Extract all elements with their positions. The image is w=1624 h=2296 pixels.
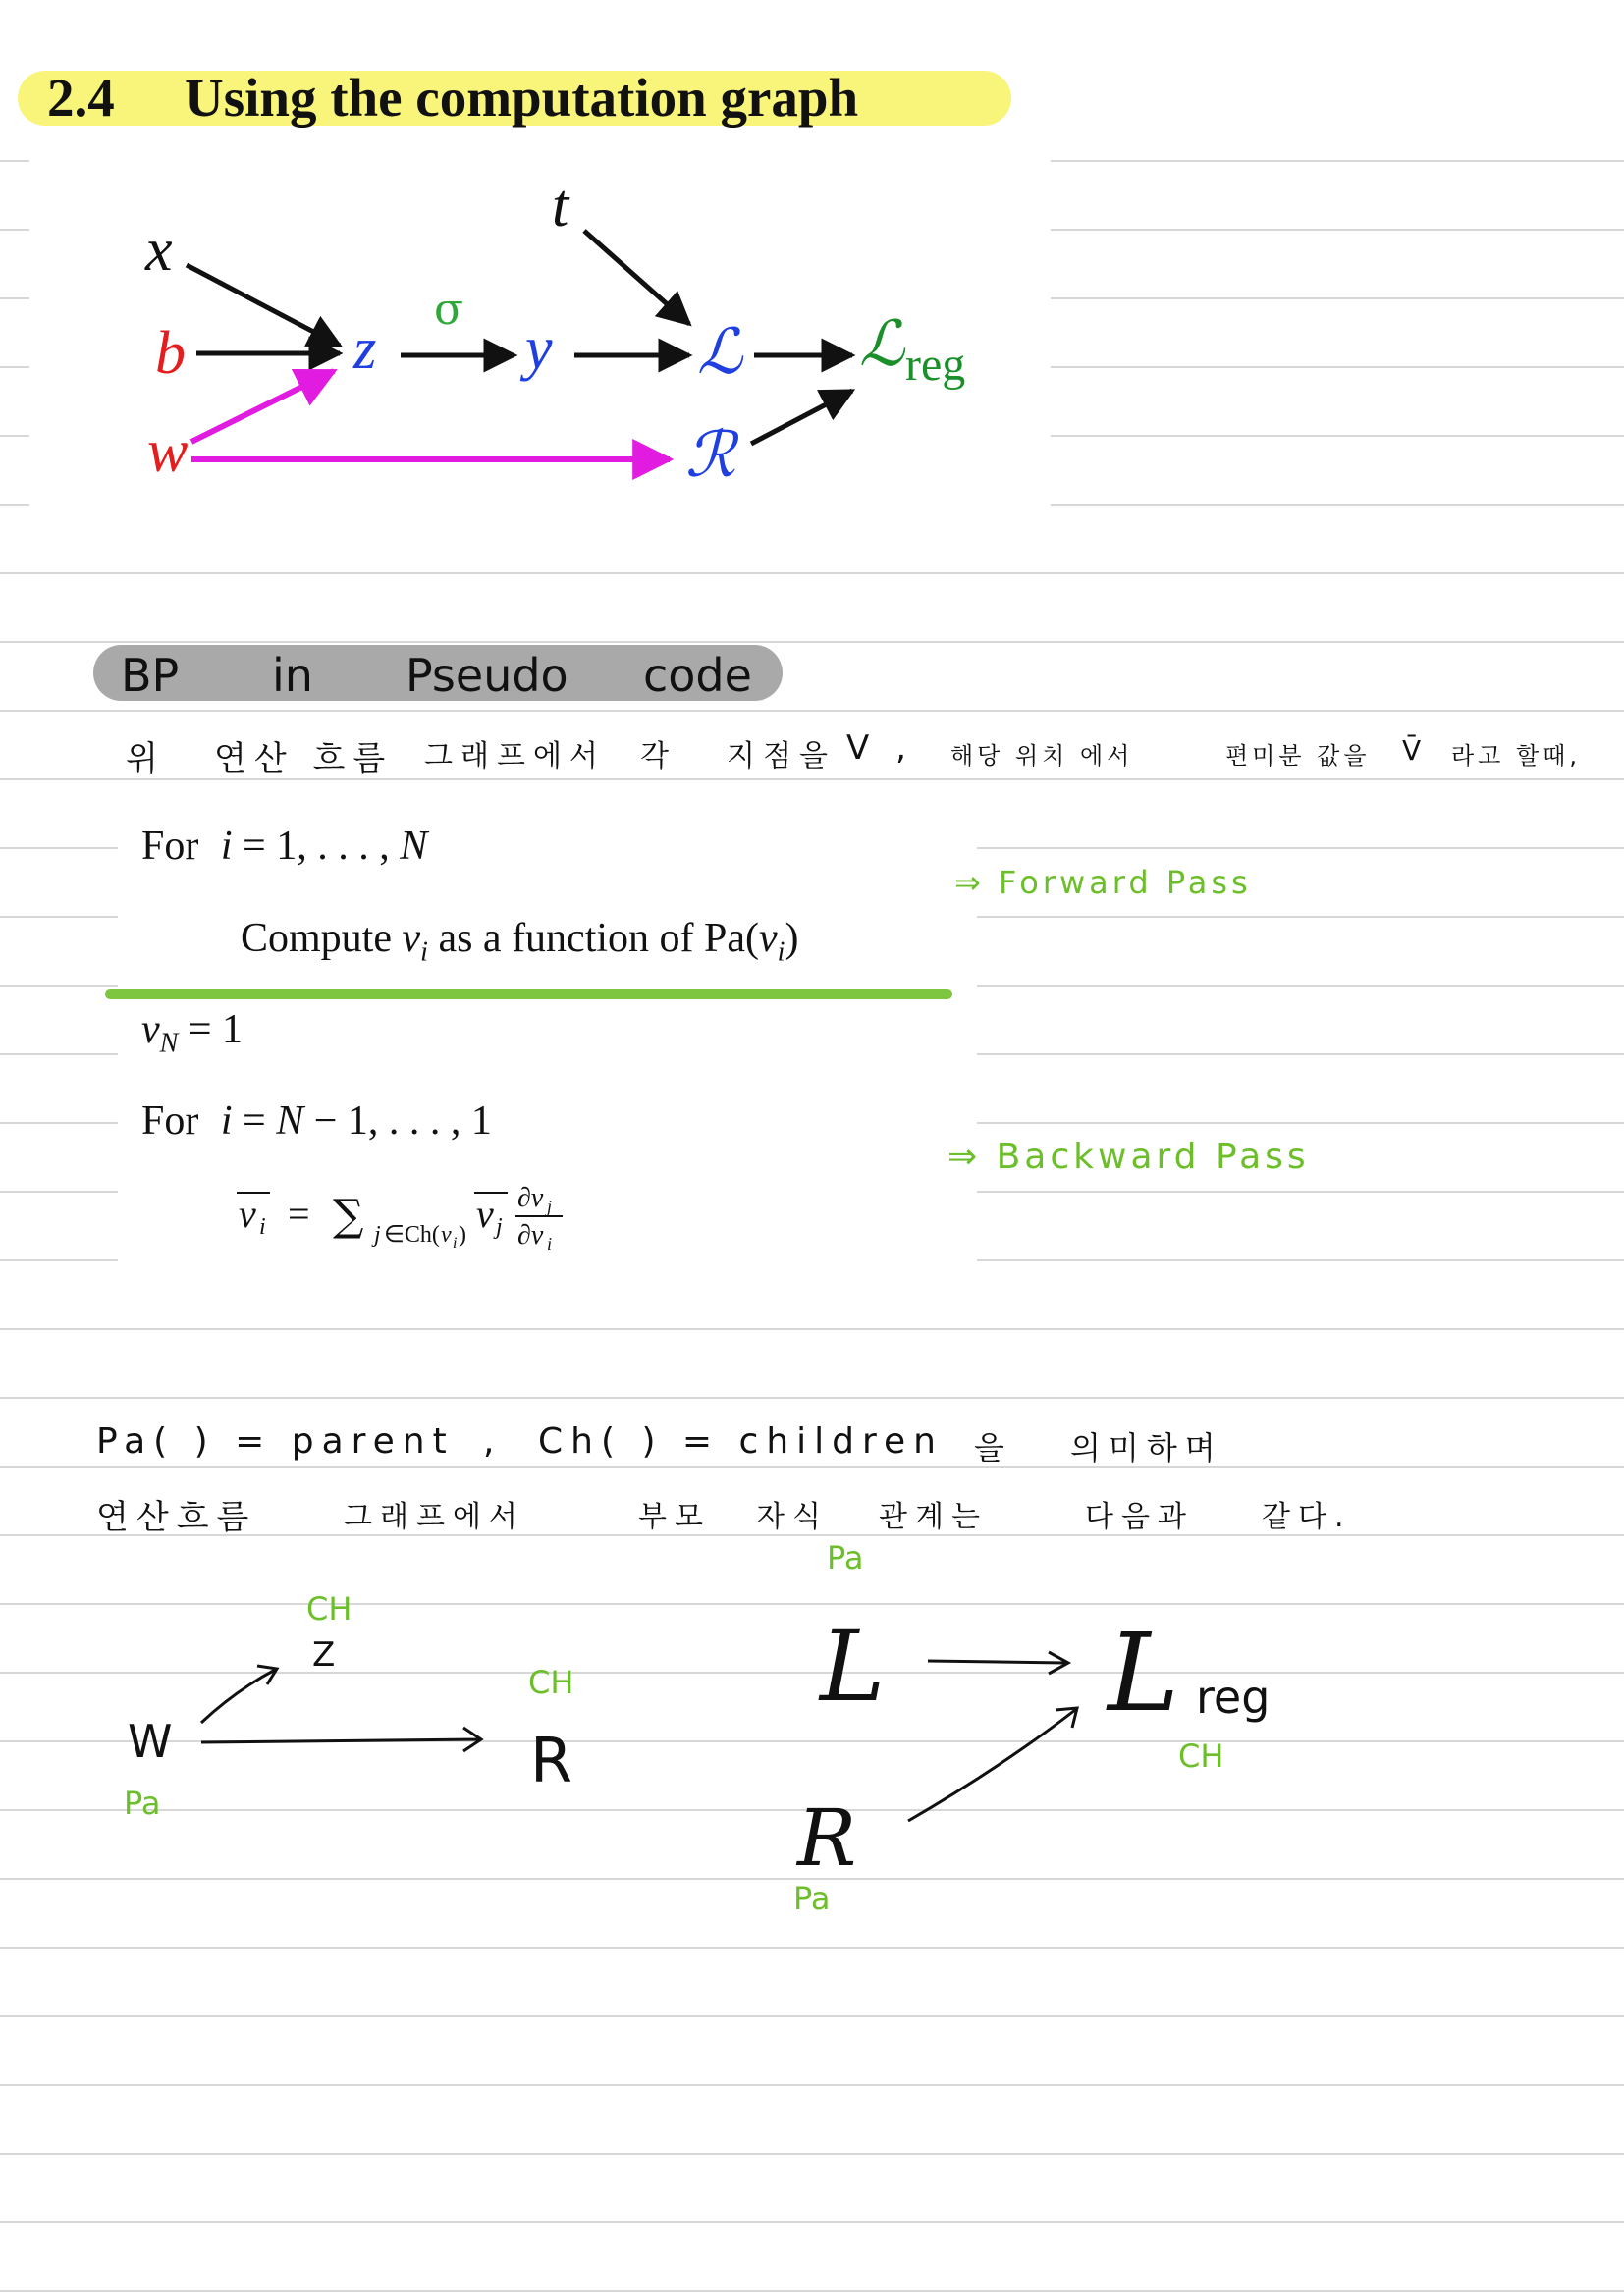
sub-n: N xyxy=(159,1028,179,1059)
intro-word-6: V , xyxy=(846,728,914,768)
var-v-2: v xyxy=(759,916,778,961)
svg-text:∂v: ∂v xyxy=(517,1183,544,1213)
sketch-node-z: Z xyxy=(312,1635,336,1675)
svg-text:i: i xyxy=(547,1234,553,1254)
intro-word-9: V̄ xyxy=(1402,734,1430,767)
svg-text:=: = xyxy=(288,1192,310,1236)
sub-i-2: i xyxy=(777,936,785,968)
backward-pass-note: ⇒ Backward Pass xyxy=(947,1137,1310,1177)
sketch-arrow-l-lreg xyxy=(928,1652,1068,1674)
bp-word: BP xyxy=(121,649,180,702)
intro-word-4: 각 xyxy=(640,739,677,774)
notes2-word-1: 연산흐름 xyxy=(96,1498,257,1537)
intro-word-3: 그래프에서 xyxy=(424,739,606,774)
compute-text: Compute xyxy=(241,916,403,961)
var-v: v xyxy=(141,1007,160,1052)
notes-comma: , xyxy=(483,1421,503,1462)
notes2-word-6: 다음과 xyxy=(1085,1500,1194,1534)
range-text: = 1, . . . , xyxy=(232,824,401,869)
node-lreg: ℒ xyxy=(859,309,905,379)
equals: = xyxy=(232,1098,277,1144)
svg-text:j: j xyxy=(547,1197,553,1216)
intro-word-10: 라고 할때, xyxy=(1451,742,1581,770)
svg-text:∈Ch(: ∈Ch( xyxy=(384,1222,440,1248)
node-lreg-subscript: reg xyxy=(905,339,966,391)
notes-particle: 을 xyxy=(974,1429,1012,1467)
sketch-arrow-w-r xyxy=(201,1728,481,1751)
sketch-arrow-w-z xyxy=(201,1666,277,1723)
section-number: 2.4 xyxy=(47,68,115,128)
node-x: x xyxy=(145,217,173,284)
svg-text:v: v xyxy=(441,1222,452,1248)
svg-text:): ) xyxy=(459,1222,466,1248)
svg-text:j: j xyxy=(496,1214,503,1240)
sketch-ch-tag-z: CH xyxy=(306,1590,352,1628)
index-n: N xyxy=(400,824,428,869)
intro-word-8: 편미분 값을 xyxy=(1225,742,1371,770)
sketch-ch-tag-r: CH xyxy=(528,1664,574,1701)
node-z: z xyxy=(353,316,377,381)
notes-pa-def: Pa( ) = parent xyxy=(96,1421,455,1462)
svg-text:v: v xyxy=(239,1192,256,1236)
sub-i: i xyxy=(420,936,428,968)
intro-word-1: 위 xyxy=(126,739,166,778)
sigma-label: σ xyxy=(434,285,464,335)
notes2-word-5: 관계는 xyxy=(879,1500,988,1534)
sketch-pa-tag-l: Pa xyxy=(827,1539,864,1576)
close-paren: ) xyxy=(785,916,799,961)
for-keyword: For xyxy=(141,1098,199,1144)
notes2-word-3: 부모 xyxy=(638,1500,711,1534)
intro-word-2: 연산 흐름 xyxy=(214,739,394,778)
sketch-node-r2: R xyxy=(797,1792,857,1884)
intro-word-7: 해당 위치 에서 xyxy=(950,742,1134,770)
svg-text:i: i xyxy=(259,1214,266,1240)
notes-ch-def: Ch( ) = children xyxy=(538,1421,944,1462)
range-text: − 1, . . . , 1 xyxy=(303,1098,492,1144)
sketch-pa-tag-r2: Pa xyxy=(793,1880,831,1917)
intro-word-5: 지점을 xyxy=(727,739,836,774)
in-word: in xyxy=(272,649,313,702)
for-keyword: For xyxy=(141,824,199,869)
sketch-lreg-sub: reg xyxy=(1196,1671,1271,1724)
notes2-word-4: 자식 xyxy=(756,1500,829,1534)
forward-pass-note: ⇒ Forward Pass xyxy=(954,864,1252,901)
var-v: v xyxy=(402,916,421,961)
index-n: N xyxy=(276,1098,304,1144)
svg-text:∑: ∑ xyxy=(333,1191,364,1241)
notes2-word-7: 같다. xyxy=(1262,1500,1352,1534)
svg-text:∂v: ∂v xyxy=(517,1220,544,1251)
svg-text:v: v xyxy=(476,1192,494,1236)
svg-text:j: j xyxy=(374,1222,381,1248)
sketch-pa-tag-w: Pa xyxy=(124,1785,161,1822)
compute-text-2: as a function of Pa( xyxy=(427,916,760,961)
node-r: ℛ xyxy=(685,420,736,490)
index-i: i xyxy=(220,1098,233,1144)
code-word: code xyxy=(643,649,752,702)
index-i: i xyxy=(220,824,233,869)
svg-text:i: i xyxy=(453,1235,458,1252)
init-value: = 1 xyxy=(178,1007,244,1052)
sketch-node-r: R xyxy=(530,1725,573,1796)
sketch-ch-tag-lreg: CH xyxy=(1178,1737,1224,1775)
sketch-node-w: W xyxy=(128,1715,173,1768)
sketch-arrow-r-lreg xyxy=(908,1708,1077,1821)
node-y: y xyxy=(525,315,553,382)
sketch-node-l: L xyxy=(820,1609,886,1724)
sketch-node-lreg: L xyxy=(1108,1610,1180,1735)
pseudo-word: Pseudo xyxy=(406,649,568,702)
section-heading: Using the computation graph xyxy=(185,68,859,128)
node-b: b xyxy=(155,320,186,387)
node-w: w xyxy=(147,418,189,485)
notes-meaning: 의미하며 xyxy=(1070,1429,1223,1467)
node-t: t xyxy=(552,173,569,240)
node-l: ℒ xyxy=(697,317,743,387)
notes2-word-2: 그래프에서 xyxy=(344,1500,525,1534)
